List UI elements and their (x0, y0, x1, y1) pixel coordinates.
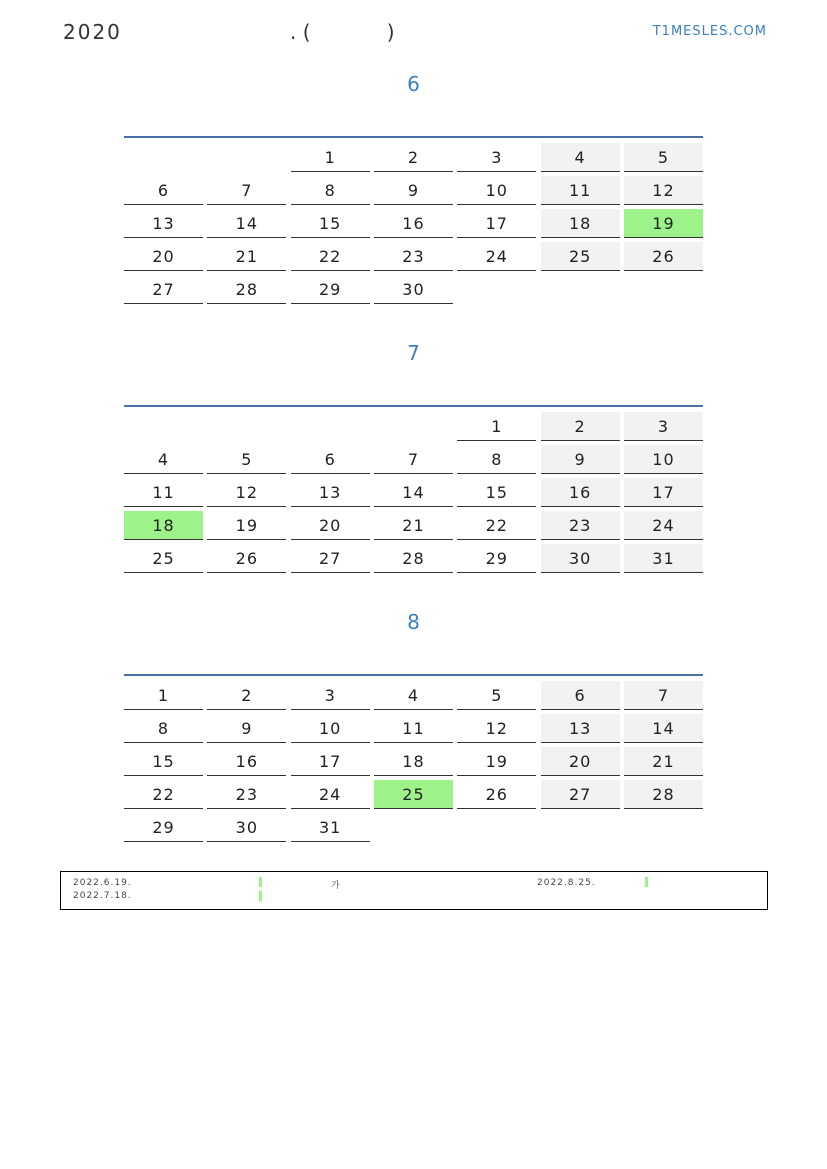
calendar-day-cell: 25 (541, 242, 620, 271)
calendar-day-cell: 9 (374, 176, 453, 205)
calendar-day-cell: 10 (624, 445, 703, 474)
month-title-june: 6 (407, 72, 420, 96)
calendar-day-cell: 29 (291, 275, 370, 304)
calendar-day-cell: 13 (291, 478, 370, 507)
calendar-august (124, 674, 703, 842)
calendar-day-cell: 23 (374, 242, 453, 271)
calendar-day-cell: 11 (541, 176, 620, 205)
calendar-day-cell: 22 (457, 511, 536, 540)
calendar-day-cell: 10 (457, 176, 536, 205)
calendar-day-cell: 26 (624, 242, 703, 271)
calendar-day-cell: 12 (624, 176, 703, 205)
legend-date-3: 2022.8.25. (537, 878, 596, 888)
calendar-day-cell: 19 (207, 511, 286, 540)
legend-mid-char: 가 (331, 881, 341, 891)
header-year: 2020 (63, 20, 122, 44)
header-title-paren: . ( ) (290, 20, 395, 44)
calendar-day-cell: 17 (624, 478, 703, 507)
month-title-july: 7 (407, 341, 420, 365)
calendar-day-cell: 20 (124, 242, 203, 271)
calendar-day-cell: 5 (624, 143, 703, 172)
calendar-top-rule (124, 405, 703, 407)
calendar-day-cell: 29 (124, 813, 203, 842)
calendar-day-cell: 26 (207, 544, 286, 573)
calendar-june (124, 136, 703, 304)
calendar-day-cell: 27 (541, 780, 620, 809)
holiday-legend (60, 871, 768, 910)
calendar-day-cell: 9 (207, 714, 286, 743)
calendar-day-cell: 23 (207, 780, 286, 809)
calendar-day-cell: 2 (374, 143, 453, 172)
calendar-day-cell: 15 (124, 747, 203, 776)
brand-link[interactable]: T1MESLES.COM (652, 24, 767, 39)
calendar-day-cell: 16 (541, 478, 620, 507)
calendar-day-cell: 25 (374, 780, 453, 809)
calendar-day-cell: 1 (457, 412, 536, 441)
month-title-august: 8 (407, 610, 420, 634)
calendar-day-cell: 22 (291, 242, 370, 271)
calendar-day-cell: 18 (124, 511, 203, 540)
calendar-day-cell: 2 (207, 681, 286, 710)
calendar-day-cell: 15 (457, 478, 536, 507)
calendar-day-cell: 16 (207, 747, 286, 776)
calendar-day-cell: 5 (207, 445, 286, 474)
calendar-day-cell: 13 (541, 714, 620, 743)
calendar-empty-cell (207, 143, 286, 171)
calendar-day-cell: 20 (291, 511, 370, 540)
calendar-day-cell: 28 (374, 544, 453, 573)
calendar-day-cell: 23 (541, 511, 620, 540)
calendar-day-cell: 21 (374, 511, 453, 540)
calendar-day-cell: 27 (291, 544, 370, 573)
calendar-day-cell: 20 (541, 747, 620, 776)
calendar-day-cell: 8 (124, 714, 203, 743)
calendar-day-cell: 8 (291, 176, 370, 205)
calendar-day-cell: 11 (374, 714, 453, 743)
calendar-grid (124, 143, 703, 304)
calendar-day-cell: 11 (124, 478, 203, 507)
calendar-day-cell: 10 (291, 714, 370, 743)
calendar-day-cell: 18 (541, 209, 620, 238)
calendar-day-cell: 13 (124, 209, 203, 238)
calendar-day-cell: 15 (291, 209, 370, 238)
calendar-day-cell: 6 (541, 681, 620, 710)
calendar-day-cell: 6 (124, 176, 203, 205)
calendar-day-cell: 24 (457, 242, 536, 271)
calendar-day-cell: 14 (624, 714, 703, 743)
calendar-day-cell: 12 (457, 714, 536, 743)
calendar-day-cell: 27 (124, 275, 203, 304)
calendar-day-cell: 12 (207, 478, 286, 507)
calendar-day-cell: 28 (207, 275, 286, 304)
calendar-day-cell: 31 (624, 544, 703, 573)
calendar-day-cell: 14 (374, 478, 453, 507)
calendar-day-cell: 4 (124, 445, 203, 474)
calendar-day-cell: 3 (291, 681, 370, 710)
calendar-day-cell: 22 (124, 780, 203, 809)
calendar-day-cell: 21 (624, 747, 703, 776)
calendar-day-cell: 24 (624, 511, 703, 540)
calendar-grid (124, 681, 703, 842)
calendar-day-cell: 3 (457, 143, 536, 172)
legend-marker-1 (259, 877, 262, 887)
calendar-empty-cell (207, 412, 286, 440)
calendar-top-rule (124, 674, 703, 676)
legend-date-1: 2022.6.19. (73, 878, 132, 888)
calendar-day-cell: 7 (374, 445, 453, 474)
calendar-grid (124, 412, 703, 573)
calendar-day-cell: 17 (457, 209, 536, 238)
legend-date-2: 2022.7.18. (73, 891, 132, 901)
calendar-day-cell: 4 (541, 143, 620, 172)
calendar-day-cell: 7 (624, 681, 703, 710)
calendar-day-cell: 8 (457, 445, 536, 474)
calendar-day-cell: 26 (457, 780, 536, 809)
calendar-day-cell: 29 (457, 544, 536, 573)
calendar-day-cell: 21 (207, 242, 286, 271)
legend-marker-2 (259, 891, 262, 901)
calendar-empty-cell (374, 412, 453, 440)
calendar-day-cell: 17 (291, 747, 370, 776)
calendar-day-cell: 28 (624, 780, 703, 809)
legend-marker-3 (645, 877, 648, 887)
calendar-day-cell: 4 (374, 681, 453, 710)
calendar-day-cell: 14 (207, 209, 286, 238)
calendar-day-cell: 24 (291, 780, 370, 809)
calendar-day-cell: 6 (291, 445, 370, 474)
calendar-day-cell: 2 (541, 412, 620, 441)
calendar-day-cell: 30 (207, 813, 286, 842)
calendar-day-cell: 19 (624, 209, 703, 238)
calendar-empty-cell (124, 412, 203, 440)
calendar-day-cell: 9 (541, 445, 620, 474)
calendar-day-cell: 19 (457, 747, 536, 776)
calendar-day-cell: 30 (541, 544, 620, 573)
calendar-day-cell: 1 (124, 681, 203, 710)
calendar-day-cell: 16 (374, 209, 453, 238)
calendar-day-cell: 25 (124, 544, 203, 573)
calendar-day-cell: 5 (457, 681, 536, 710)
calendar-july (124, 405, 703, 573)
calendar-day-cell: 7 (207, 176, 286, 205)
calendar-day-cell: 18 (374, 747, 453, 776)
calendar-day-cell: 1 (291, 143, 370, 172)
calendar-day-cell: 30 (374, 275, 453, 304)
calendar-empty-cell (291, 412, 370, 440)
calendar-day-cell: 31 (291, 813, 370, 842)
calendar-empty-cell (124, 143, 203, 171)
calendar-day-cell: 3 (624, 412, 703, 441)
calendar-top-rule (124, 136, 703, 138)
